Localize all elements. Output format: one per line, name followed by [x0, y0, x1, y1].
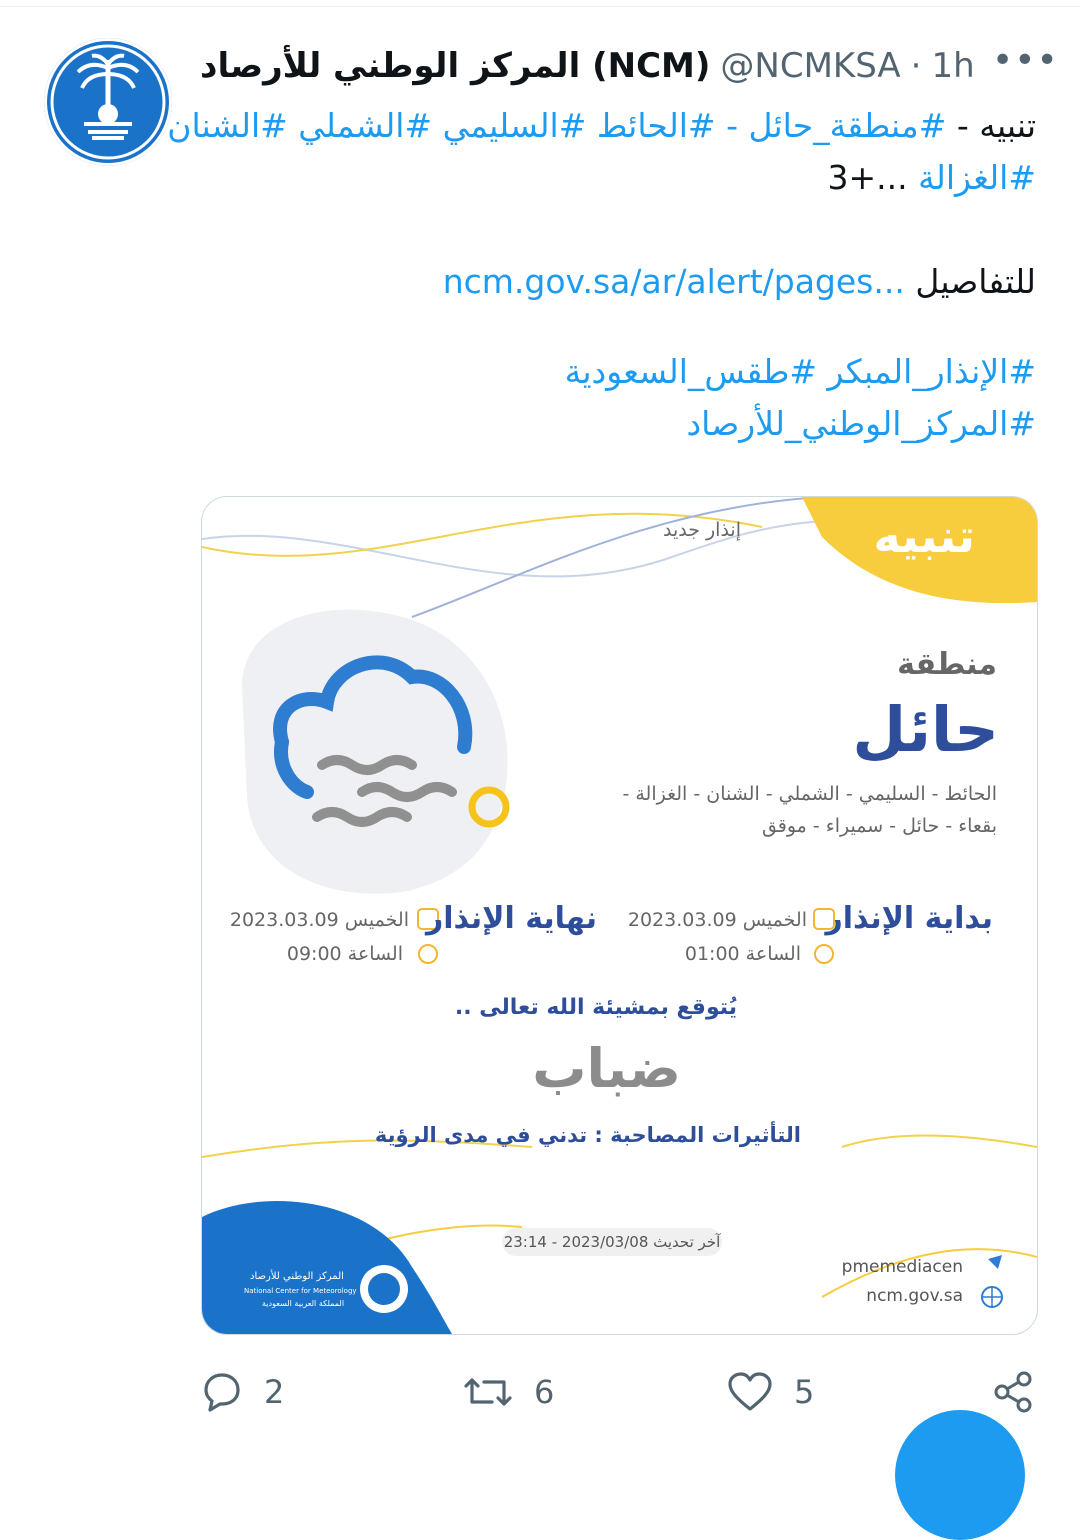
share-button[interactable] — [990, 1364, 1036, 1420]
areas-line-2: بقعاء - حائل - سميراء - موقق — [761, 815, 997, 837]
hashtag-ghazala[interactable]: #الغزالة — [918, 158, 1036, 197]
details-label: للتفاصيل — [904, 262, 1036, 301]
last-update-pill: آخر تحديث 2023/03/08 - 23:14 — [502, 1228, 722, 1256]
start-title: بداية الإنذار — [825, 901, 993, 936]
more-tags: ...+3 — [827, 158, 919, 197]
hashtags-line-2[interactable]: #المركز_الوطني_للأرصاد — [686, 404, 1036, 443]
like-count: 5 — [794, 1373, 815, 1411]
tweet-actions — [0, 1360, 1080, 1420]
hashtags-line-1[interactable]: #الإنذار_المبكر #طقس_السعودية — [564, 352, 1036, 391]
retweet-count: 6 — [534, 1373, 555, 1411]
region-name: حائل — [852, 693, 999, 766]
ncm-name-en: National Center for Meteorology — [244, 1287, 357, 1295]
alert-prefix: تنبيه - — [946, 106, 1036, 145]
top-divider — [0, 0, 1080, 7]
retweet-button[interactable] — [462, 1364, 554, 1420]
like-button[interactable] — [726, 1364, 814, 1420]
areas-line-1: الحائط - السليمي - الشملي - الشنان - الغزالة - — [622, 783, 997, 805]
website-text: ncm.gov.sa — [866, 1286, 963, 1306]
ncm-name-ar: المركز الوطني للأرصاد — [250, 1271, 344, 1282]
reply-button[interactable] — [200, 1364, 284, 1420]
author-name[interactable]: المركز الوطني للأرصاد (NCM) — [200, 46, 711, 86]
start-date: الخميس 2023.03.09 — [627, 909, 807, 931]
alert-image-card[interactable] — [201, 496, 1038, 1335]
retweet-icon — [462, 1370, 514, 1414]
effects-text: التأثيرات المصاحبة : تدني في مدى الرؤية — [374, 1123, 801, 1147]
ncm-avatar[interactable] — [44, 38, 172, 166]
start-time: الساعة 01:00 — [684, 943, 801, 965]
reply-count: 2 — [264, 1373, 285, 1411]
reply-icon — [200, 1370, 244, 1414]
ncm-country-ar: المملكة العربية السعودية — [262, 1299, 345, 1308]
tweet-header — [200, 42, 975, 90]
tweet-text — [167, 100, 1036, 450]
end-time: الساعة 09:00 — [286, 943, 403, 965]
header-separator: · — [910, 46, 922, 86]
hashtags-areas[interactable]: #منطقة_حائل - #الحائط #السليمي #الشملي #الشنان — [167, 106, 947, 145]
share-icon — [990, 1369, 1036, 1415]
region-label: منطقة — [897, 647, 997, 682]
tweet-time[interactable]: 1h — [931, 46, 975, 86]
alert-badge: تنبيه — [873, 509, 975, 563]
more-options-icon[interactable]: ••• — [992, 40, 1059, 81]
author-handle[interactable]: @NCMKSA — [720, 46, 901, 86]
heart-icon — [726, 1370, 774, 1414]
twitter-account: pmemediacen — [841, 1257, 963, 1277]
end-title: نهاية الإنذار — [425, 901, 597, 936]
tweet-line-2 — [186, 152, 1036, 204]
tweet-line-1 — [167, 100, 1036, 152]
alert-link[interactable]: ncm.gov.sa/ar/alert/pages... — [442, 262, 905, 301]
compose-fab[interactable] — [895, 1410, 1025, 1540]
new-alert-label: إنذار جديد — [662, 519, 741, 541]
end-date: الخميس 2023.03.09 — [229, 909, 409, 931]
expectation-text: يُتوقع بمشيئة الله تعالى .. — [454, 995, 737, 1020]
phenomenon-text: ضباب — [532, 1037, 681, 1100]
tweet-line-details — [186, 256, 1036, 308]
ncm-logo-icon — [44, 38, 172, 166]
